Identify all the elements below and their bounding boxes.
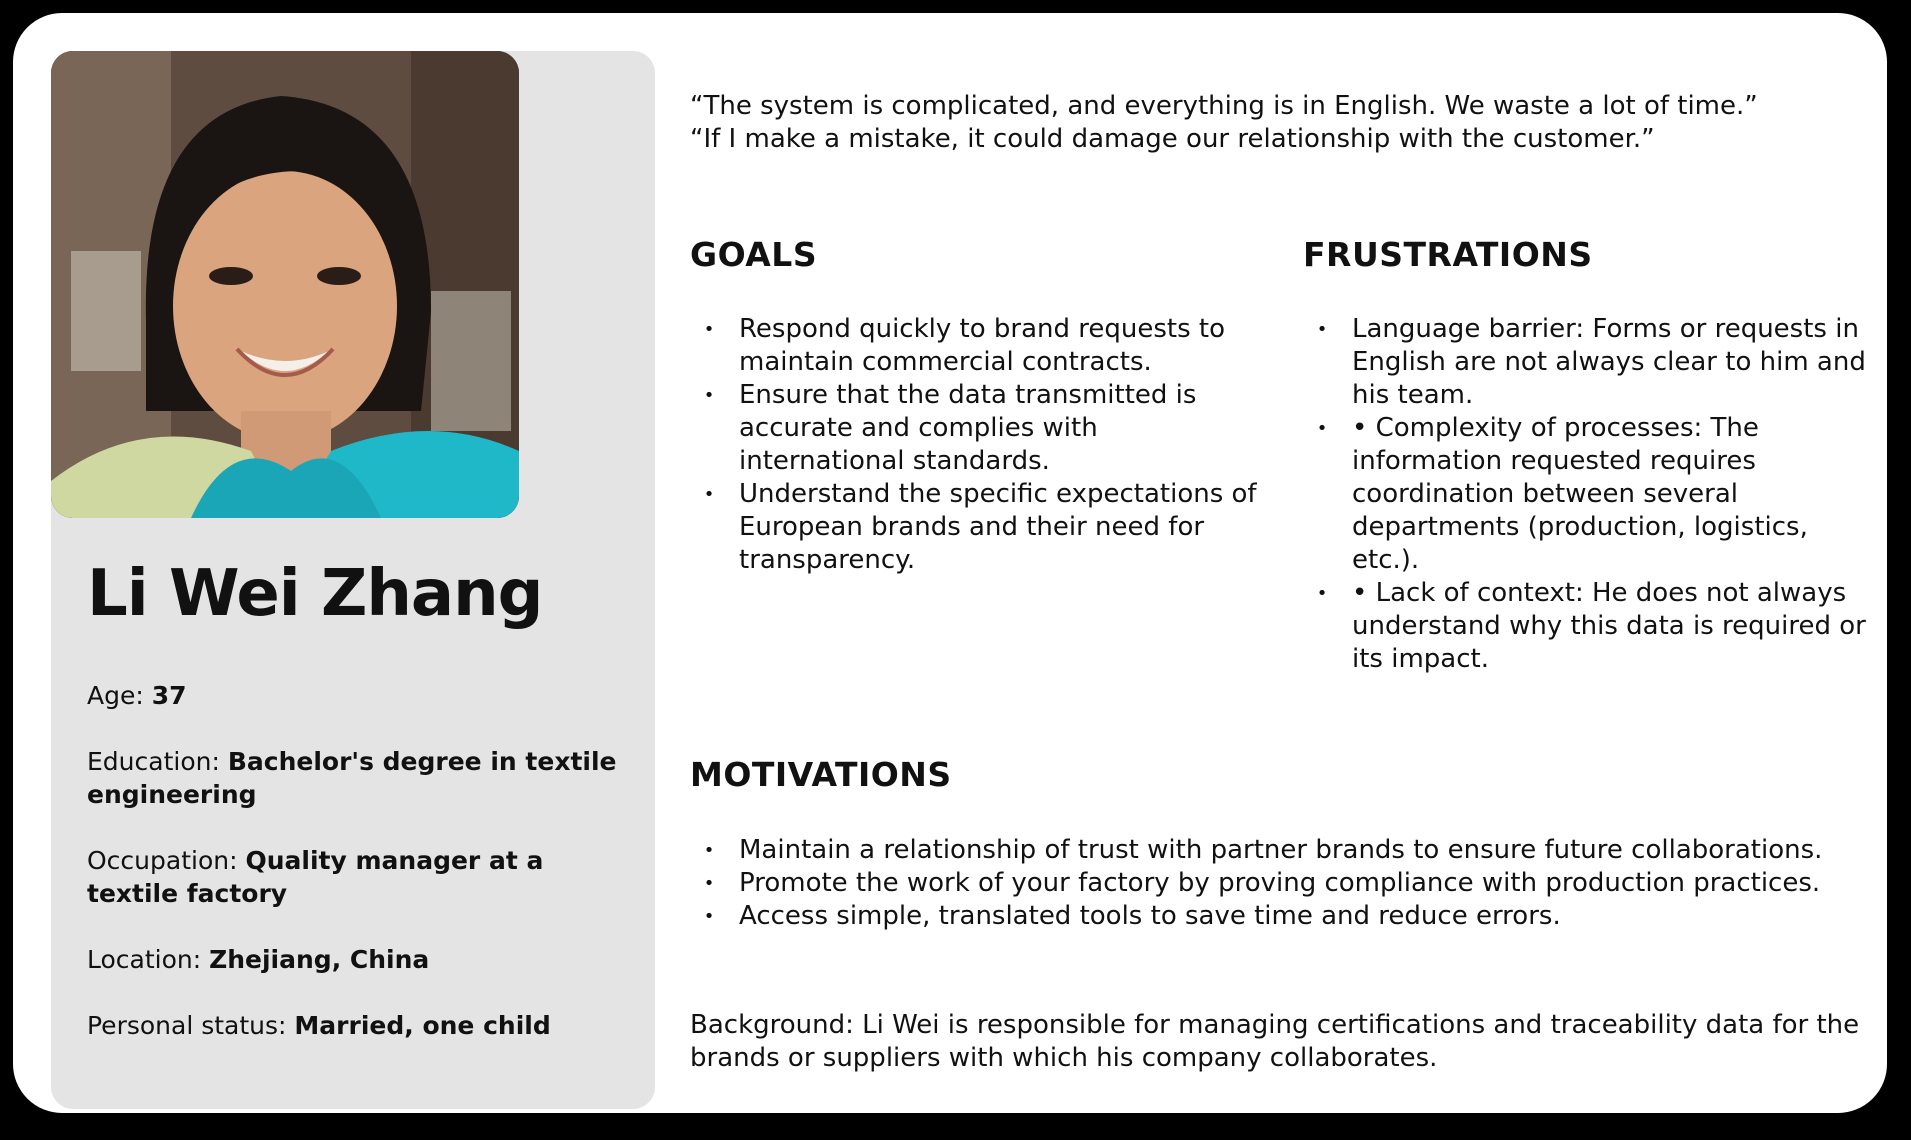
fact-occupation <box>87 844 627 910</box>
bullet-icon: • <box>1316 583 1328 604</box>
list-item <box>699 313 1269 379</box>
list-item-text: • Complexity of processes: The information requested requires coordination between several departments (production, logistics, etc.). <box>1352 413 1808 575</box>
list-item <box>699 834 1899 867</box>
fact-label: Age: <box>87 681 152 710</box>
portrait-illustration <box>51 51 519 518</box>
list-item-text: Understand the specific expectations of European brands and their need for transparency. <box>739 479 1257 575</box>
fact-value: Quality manager at a textile factory <box>87 846 544 908</box>
fact-label: Personal status: <box>87 1011 295 1040</box>
list-item-text: • Lack of context: He does not always understand why this data is required or its impact. <box>1352 578 1866 674</box>
fact-label: Location: <box>87 945 210 974</box>
frustrations-heading: FRUSTRATIONS <box>1303 235 1593 274</box>
bullet-icon: • <box>703 873 715 894</box>
bullet-icon: • <box>1316 418 1328 439</box>
list-item-text: Language barrier: Forms or requests in English are not always clear to him and his team. <box>1352 314 1866 410</box>
motivations-list <box>699 834 1899 933</box>
bullet-icon: • <box>703 840 715 861</box>
list-item-text: Promote the work of your factory by proving compliance with production practices. <box>739 868 1821 898</box>
list-item-text: Ensure that the data transmitted is accurate and complies with international standards. <box>739 380 1197 476</box>
fact-value: 37 <box>151 681 187 710</box>
bullet-icon: • <box>703 484 715 505</box>
fact-education <box>87 745 627 811</box>
background-paragraph: Background: Li Wei is responsible for managing certifications and traceability data for the brands or suppliers with which his company collaborates. <box>690 1010 1860 1073</box>
motivations-heading: MOTIVATIONS <box>690 755 952 794</box>
list-item-text: Respond quickly to brand requests to maintain commercial contracts. <box>739 314 1226 377</box>
bullet-icon: • <box>703 385 715 406</box>
persona-card <box>4 4 1896 1122</box>
fact-value: Married, one child <box>294 1011 551 1040</box>
bullet-icon: • <box>703 319 715 340</box>
fact-location <box>87 943 627 976</box>
list-item <box>1312 577 1882 676</box>
persona-quotes <box>690 90 1758 156</box>
fact-age <box>87 679 627 712</box>
fact-value: Bachelor's degree in textile engineering <box>87 747 617 809</box>
list-item <box>699 867 1899 900</box>
quote: “The system is complicated, and everything is in English. We waste a lot of time.” <box>690 91 1758 121</box>
persona-name: Li Wei Zhang <box>87 557 543 631</box>
profile-panel <box>51 51 655 1109</box>
quote: “If I make a mistake, it could damage our relationship with the customer.” <box>690 124 1655 154</box>
fact-label: Education: <box>87 747 228 776</box>
profile-facts <box>87 679 627 1075</box>
goals-list <box>699 313 1269 577</box>
fact-label: Occupation: <box>87 846 246 875</box>
bullet-icon: • <box>1316 319 1328 340</box>
profile-photo <box>51 51 519 518</box>
list-item <box>699 379 1269 478</box>
fact-personal-status <box>87 1009 627 1042</box>
list-item <box>1312 412 1882 577</box>
list-item <box>699 900 1899 933</box>
list-item-text: Access simple, translated tools to save time and reduce errors. <box>739 901 1561 931</box>
bullet-icon: • <box>703 906 715 927</box>
list-item-text: Maintain a relationship of trust with partner brands to ensure future collaborations. <box>739 835 1823 865</box>
goals-heading: GOALS <box>690 235 818 274</box>
list-item <box>699 478 1269 577</box>
list-item <box>1312 313 1882 412</box>
fact-value: Zhejiang, China <box>209 945 430 974</box>
frustrations-list <box>1312 313 1882 676</box>
